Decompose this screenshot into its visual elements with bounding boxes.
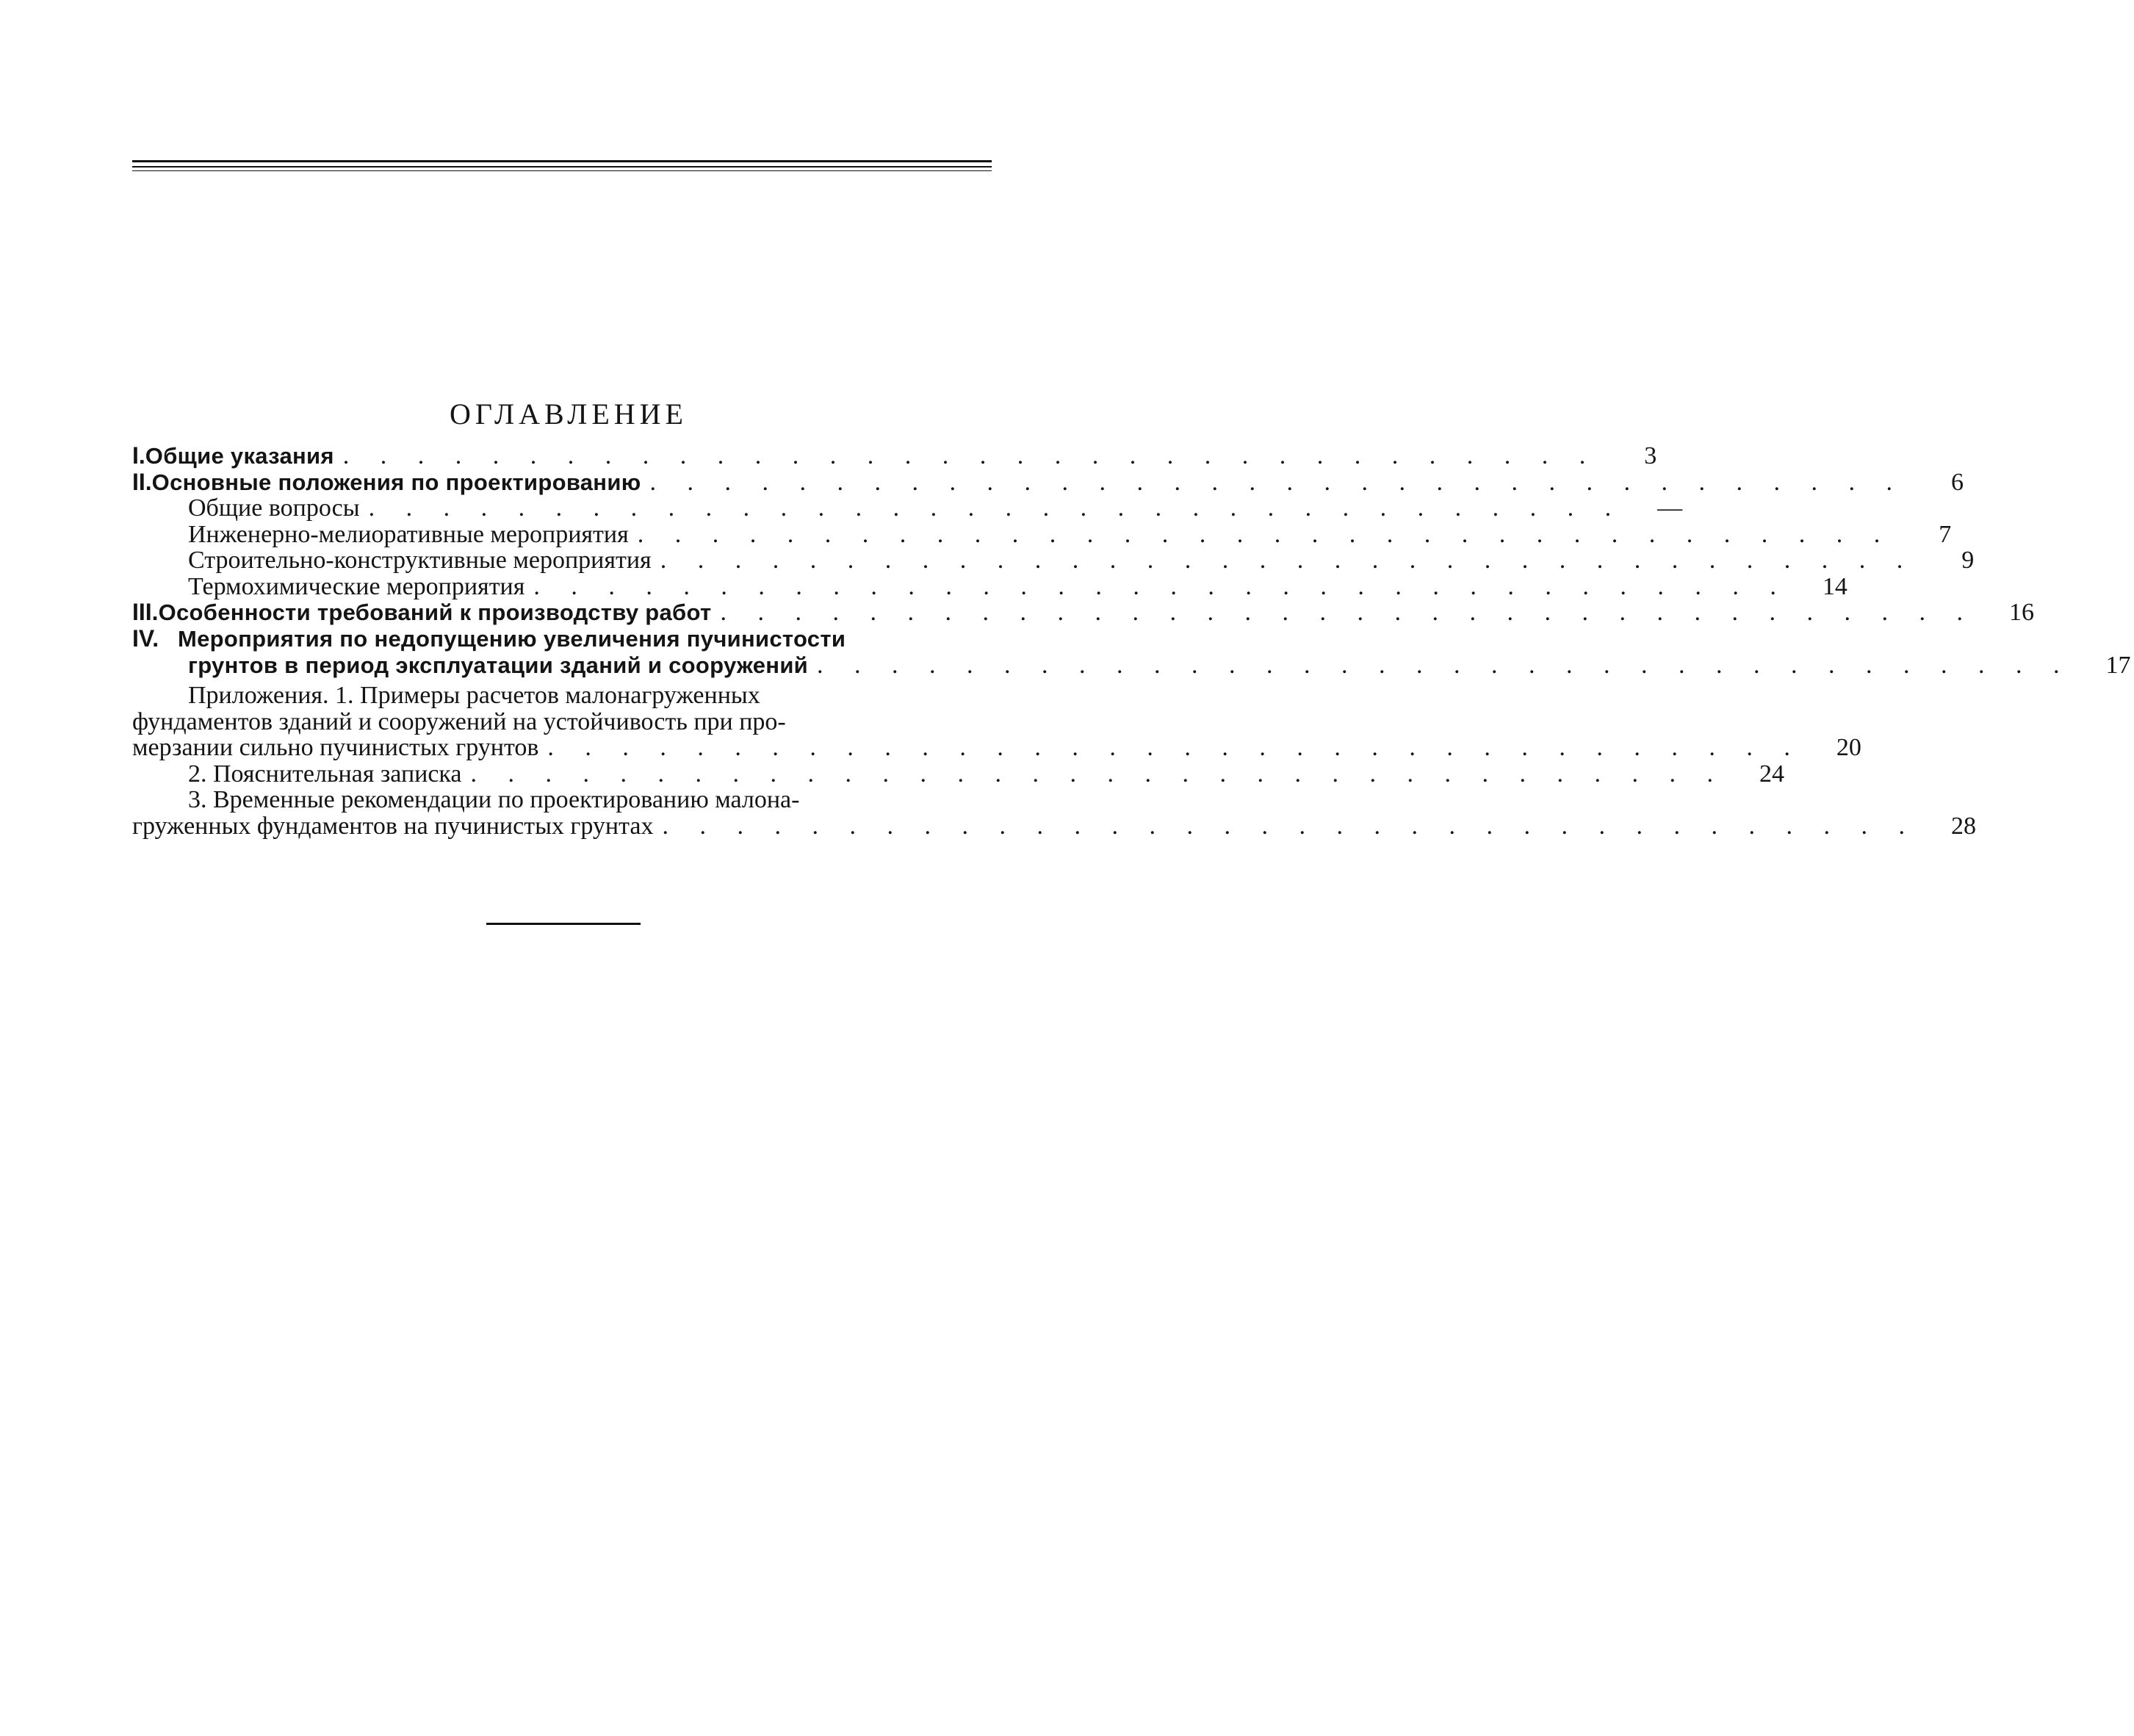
toc-entry-page: 24 xyxy=(1759,760,1785,788)
toc-entry-9-line-2 xyxy=(132,709,977,735)
dot-leader: . . . . . . . . . . . . . . . . . . . . . . . . . . . . . . . . . . xyxy=(533,572,1789,600)
top-rule xyxy=(132,160,992,162)
toc-entry-6[interactable] xyxy=(132,572,1848,600)
toc-entry-title-continued: фундаментов зданий и сооружений на устойчивость при про- xyxy=(132,707,786,735)
top-rule xyxy=(132,166,992,168)
toc-entry-number: I. xyxy=(132,442,145,469)
toc-entry-title: Общие вопросы xyxy=(188,494,360,522)
toc-entry-1[interactable] xyxy=(132,442,1657,469)
toc-entry-title: Особенности требований к производству работ xyxy=(158,599,712,625)
toc-entry-title: Основные положения по проектированию xyxy=(151,469,641,495)
toc-entry-page: 17 xyxy=(2105,651,2131,679)
toc-entry-title: 3. Временные рекомендации по проектированию малона- xyxy=(188,786,800,813)
toc-entry-page: 7 xyxy=(1939,520,1952,548)
toc-entry-title: Строительно-конструктивные мероприятия xyxy=(188,547,652,574)
toc-entry-8-line-1[interactable] xyxy=(132,626,977,652)
toc-entry-title-continued: груженных фундаментов на пучинистых грунтах xyxy=(132,812,654,840)
toc-entry-11-line-1[interactable] xyxy=(132,787,977,813)
toc-entry-3[interactable] xyxy=(132,494,1683,522)
toc-entry-page: 9 xyxy=(1961,547,1975,574)
toc-entry-number: II. xyxy=(132,468,152,495)
dot-leader: . . . . . . . . . . . . . . . . . . . . . . . . . . . . . . . . . . xyxy=(342,442,1598,469)
toc-entry-page: 3 xyxy=(1644,442,1657,469)
dot-leader: . . . . . . . . . . . . . . . . . . . . . . . . . . . . . . . . . . xyxy=(637,520,1893,548)
toc-entry-2[interactable] xyxy=(132,468,1964,496)
top-rule xyxy=(132,170,992,171)
toc-entry-11-line-2[interactable] xyxy=(132,812,1976,840)
toc-entry-title: Приложения. 1. Примеры расчетов малонагруженных xyxy=(188,682,760,709)
dot-leader: . . . . . . . . . . . . . . . . . . . . . . . . . . . . . . . . . . xyxy=(470,760,1726,788)
toc-entry-page: 16 xyxy=(2008,599,2034,626)
toc-entry-page: 20 xyxy=(1836,734,1861,761)
toc-entry-title-continued: грунтов в период эксплуатации зданий и сооружений xyxy=(188,652,809,678)
table-of-contents xyxy=(132,442,2131,840)
page-title: ОГЛАВЛЕНИЕ xyxy=(450,397,688,431)
toc-entry-page: 14 xyxy=(1822,572,1848,600)
toc-entry-page: 28 xyxy=(1950,812,1976,840)
toc-entry-title: Термохимические мероприятия xyxy=(188,572,525,600)
toc-entry-title: Инженерно-мелиоративные мероприятия xyxy=(188,520,629,548)
toc-entry-page: 6 xyxy=(1950,468,1964,496)
toc-entry-title: Общие указания xyxy=(145,443,334,469)
toc-entry-title: Мероприятия по недопущению увеличения пучинистости xyxy=(178,625,846,652)
dot-leader: . . . . . . . . . . . . . . . . . . . . . . . . . . . . . . . . . . xyxy=(368,494,1624,522)
dot-leader: . . . . . . . . . . . . . . . . . . . . . . . . . . . . . . . . . . xyxy=(817,651,2072,679)
toc-entry-9-line-1[interactable] xyxy=(132,682,977,709)
toc-entry-4[interactable] xyxy=(132,520,1952,548)
toc-entry-title: 2. Пояснительная записка xyxy=(188,760,462,788)
toc-entry-5[interactable] xyxy=(132,547,1975,574)
toc-entry-8-line-2[interactable] xyxy=(132,651,2131,679)
toc-entry-page: — xyxy=(1657,494,1683,522)
dot-leader: . . . . . . . . . . . . . . . . . . . . . . . . . . . . . . . . . . xyxy=(649,468,1905,496)
dot-leader: . . . . . . . . . . . . . . . . . . . . . . . . . . . . . . . . . . xyxy=(662,812,1917,840)
toc-entry-10[interactable] xyxy=(132,760,1785,788)
toc-entry-title-continued: мерзании сильно пучинистых грунтов xyxy=(132,734,539,761)
toc-entry-number: III. xyxy=(132,599,159,625)
dot-leader: . . . . . . . . . . . . . . . . . . . . . . . . . . . . . . . . . . xyxy=(660,547,1916,574)
bottom-rule xyxy=(486,923,641,925)
toc-entry-9-line-3[interactable] xyxy=(132,734,1861,761)
dot-leader: . . . . . . . . . . . . . . . . . . . . . . . . . . . . . . . . . . xyxy=(547,734,1803,761)
toc-entry-number: IV. xyxy=(132,624,159,652)
toc-entry-7[interactable] xyxy=(132,599,2034,626)
dot-leader: . . . . . . . . . . . . . . . . . . . . . . . . . . . . . . . . . . xyxy=(720,599,1975,626)
